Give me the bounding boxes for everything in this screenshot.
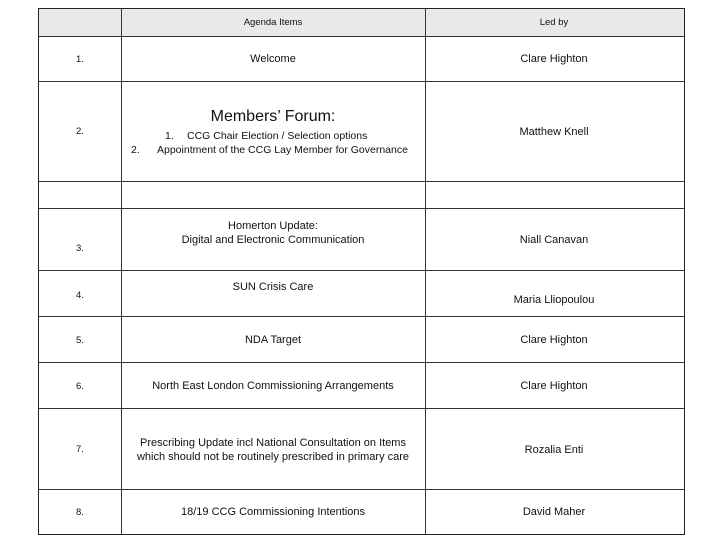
members-forum-title: Members’ Forum: (210, 108, 336, 125)
subitem-number: 2. (131, 144, 140, 156)
led-by: Clare Highton (520, 53, 588, 65)
led-by: Maria Lliopoulou (513, 294, 595, 306)
forum-subitem-2 (131, 143, 408, 157)
led-by: Clare Highton (520, 380, 588, 392)
row-number: 8. (76, 506, 84, 518)
agenda-item: NDA Target (244, 334, 302, 346)
led-by: Rozalia Enti (524, 443, 584, 456)
row-number: 5. (76, 334, 84, 346)
led-by: David Maher (522, 506, 586, 518)
row-number: 4. (76, 289, 84, 301)
row-number: 3. (76, 242, 84, 254)
row-number: 6. (76, 380, 84, 392)
row-divider (39, 181, 684, 182)
agenda-item (121, 209, 425, 257)
led-by: Niall Canavan (519, 234, 589, 246)
agenda-item-line: Digital and Electronic Communication (181, 234, 365, 246)
header-agenda-items: Agenda Items (243, 17, 303, 28)
subitem-text: CCG Chair Election / Selection options (187, 130, 368, 142)
forum-subitem-1 (131, 129, 408, 143)
agenda-item: North East London Commissioning Arrangements (152, 380, 394, 392)
row-number: 1. (76, 53, 84, 65)
row-number: 2. (76, 126, 84, 137)
agenda-item (121, 409, 425, 490)
members-forum-list (131, 129, 408, 157)
header-led-by: Led by (539, 17, 569, 28)
agenda-table (38, 8, 685, 535)
agenda-item-line: Homerton Update: (228, 220, 318, 232)
subitem-text: Appointment of the CCG Lay Member for Governance (157, 144, 408, 156)
agenda-item: 18/19 CCG Commissioning Intentions (180, 506, 366, 518)
subitem-number: 1. (165, 130, 174, 142)
agenda-item: SUN Crisis Care (232, 281, 314, 293)
agenda-item-line: which should not be routinely prescribed in primary care (136, 450, 410, 463)
agenda-item: Welcome (250, 53, 296, 65)
row-number: 7. (76, 444, 84, 455)
led-by: Matthew Knell (519, 125, 589, 138)
led-by: Clare Highton (520, 334, 588, 346)
agenda-item-line: Prescribing Update incl National Consultation on Items (140, 436, 406, 449)
